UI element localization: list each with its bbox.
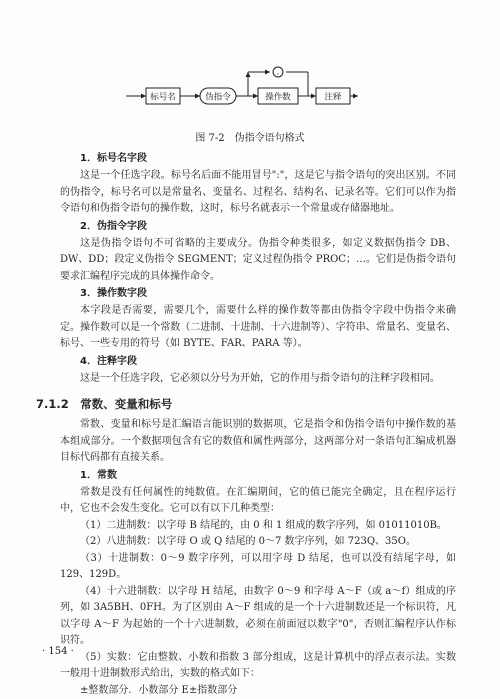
- figure-caption: 图 7-2 伪指令语句格式: [0, 129, 500, 144]
- body-text: [60, 150, 456, 699]
- field-heading: 4．注释字段: [60, 353, 456, 371]
- paragraph: 这是一个任选字段。标号名后面不能用冒号":"，这是它与指令语句的突出区别。不同的伪指令，标号名可以是常量名、变量名、过程名、结构名、记录名等。它们可以作为指令语句和伪指令语句的操作数，这时，标号名就表示一个常量或存储器地址。: [60, 168, 456, 218]
- paragraph: 这是一个任选字段，它必须以分号为开始，它的作用与指令语句的注释字段相同。: [60, 371, 456, 388]
- box-operand: 操作数: [265, 92, 291, 103]
- paragraph: （3）十进制数：0～9 数字序列，可以用字母 D 结尾，也可以没有结尾字母，如 129、129D。: [60, 551, 456, 584]
- loop-separator: ,: [277, 68, 279, 76]
- box-comment: 注释: [324, 92, 342, 103]
- field-heading: 1．标号名字段: [60, 150, 456, 168]
- formula-line: ±整数部分．小数部分 E±指数部分: [60, 683, 456, 699]
- field-heading: 3．操作数字段: [60, 285, 456, 303]
- field-heading: 1．常数: [60, 467, 456, 485]
- section-heading: 7.1.2 常数、变量和标号: [36, 395, 456, 413]
- statement-format-diagram: [120, 64, 360, 112]
- paragraph: （2）八进制数：以字母 O 或 Q 结尾的 0～7 数字序列，如 723Q、35O。: [60, 534, 456, 551]
- paragraph: 本字段是否需要，需要几个，需要什么样的操作数等都由伪指令字段中伪指令来确定。操作数可以是一个常数（二进制、十进制、十六进制等）、字符串、常量名、变量名、标号、一些专用的符号（如 BYTE、FAR、PARA 等）。: [60, 303, 456, 353]
- field-heading: 2．伪指令字段: [60, 218, 456, 236]
- page-number: · 154 ·: [42, 646, 74, 657]
- box-pseudo-op: 伪指令: [205, 92, 231, 103]
- paragraph: 常数是没有任何属性的纯数值。在汇编期间，它的值已能完全确定，且在程序运行中，它也不会发生变化。它可以有以下几种类型：: [60, 485, 456, 518]
- paragraph: 常数、变量和标号是汇编语言能识别的数据项，它是指令和伪指令语句中操作数的基本组成部分。一个数据项包含有它的数值和属性两部分，这两部分对一条语句汇编成机器目标代码都有直接关系。: [60, 417, 456, 467]
- box-label-name: 标号名: [150, 92, 176, 103]
- paragraph: 这是伪指令语句不可省略的主要成分。伪指令种类很多，如定义数据伪指令 DB、DW、DD；段定义伪指令 SEGMENT；定义过程伪指令 PROC；…。它们是伪指令语句要求汇编程序完成的具体操作命令。: [60, 236, 456, 286]
- paragraph: （4）十六进制数：以字母 H 结尾，由数字 0～9 和字母 A～F（或 a～f）组成的序列，如 3A5BH、0FH。为了区别由 A～F 组成的是一个十六进制数还是一个标识符，凡以字母 A～F 为起始的一个十六进制数，必须在前面冠以数字"0"，否则汇编程序认作标识符。: [60, 584, 456, 650]
- paragraph: （5）实数：它由整数、小数和指数 3 部分组成，这是计算机中的浮点表示法。实数一般用十进制数形式给出，实数的格式如下：: [60, 650, 456, 683]
- paragraph: （1）二进制数：以字母 B 结尾的，由 0 和 1 组成的数字序列，如 01011010B。: [60, 518, 456, 535]
